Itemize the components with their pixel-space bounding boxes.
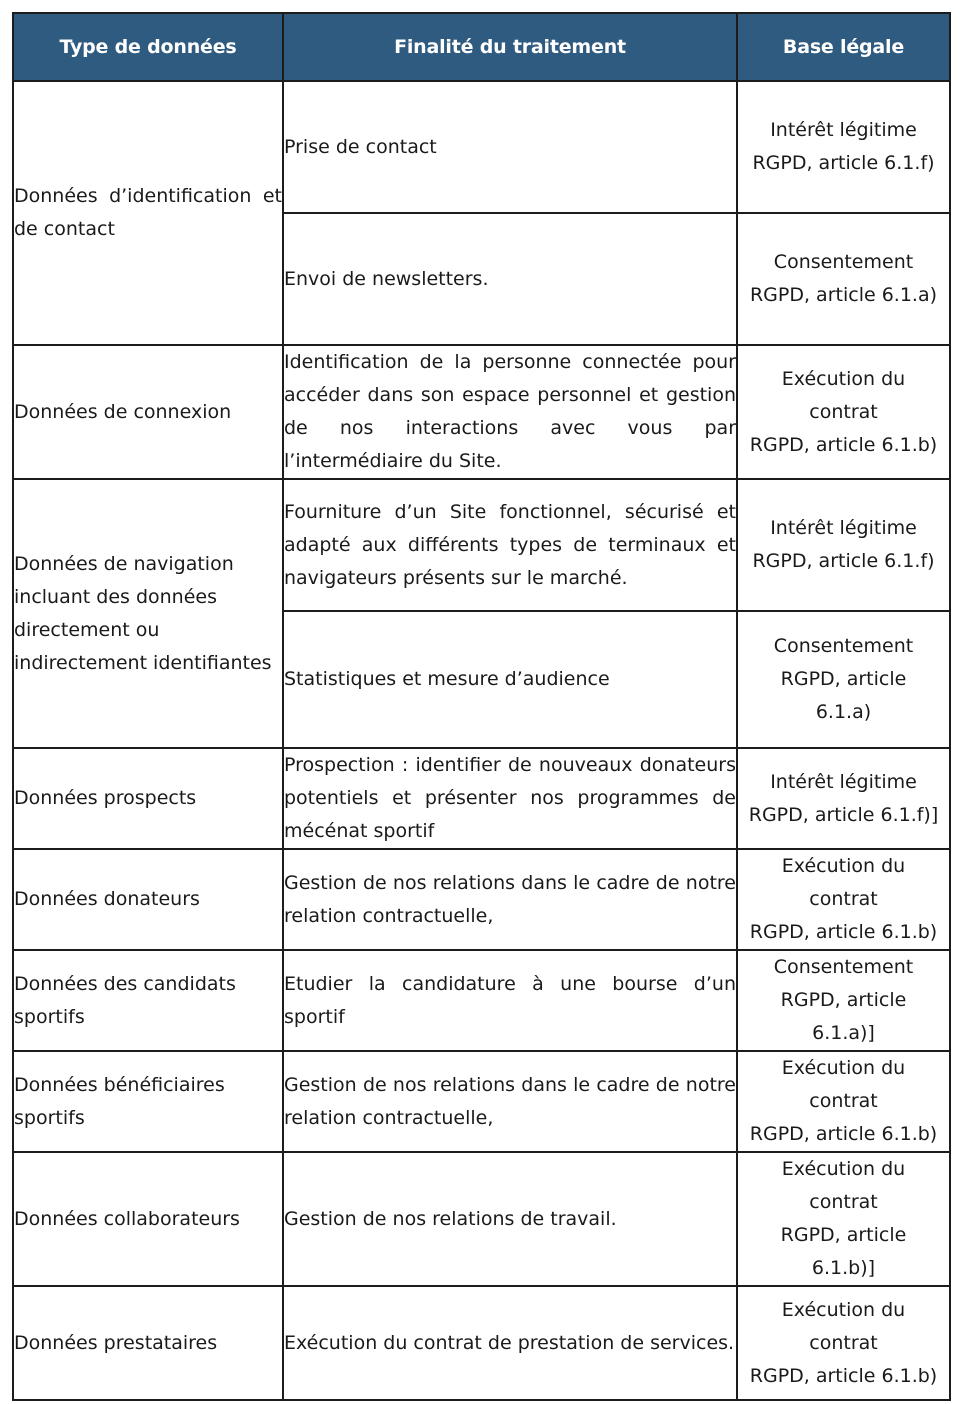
basis-line: RGPD, article 6.1.b) (749, 921, 938, 943)
basis-line: contrat (809, 1090, 878, 1112)
type-text: Données d’identification et de contact (14, 185, 282, 240)
basis-line: RGPD, article 6.1.a) (749, 284, 938, 306)
table-row (13, 345, 950, 479)
type-cell: Données collaborateurs (13, 1152, 283, 1286)
type-cell: Données des candidats sportifs (13, 950, 283, 1051)
basis-line: Exécution du (781, 855, 906, 877)
header-basis: Base légale (737, 13, 950, 81)
header-type: Type de données (13, 13, 283, 81)
table-row (13, 1051, 950, 1152)
basis-cell (737, 345, 950, 479)
purpose-cell: Gestion de nos relations dans le cadre de notre relation contractuelle, (283, 849, 737, 950)
table-row (13, 1286, 950, 1400)
purpose-cell: Prospection : identifier de nouveaux donateurs potentiels et présenter nos programmes de mécénat sportif (283, 748, 737, 849)
basis-line: 6.1.a)] (812, 1022, 875, 1044)
basis-line: RGPD, article 6.1.f) (752, 550, 935, 572)
type-cell: Données prospects (13, 748, 283, 849)
basis-line: Intérêt légitime (770, 517, 917, 539)
basis-cell (737, 849, 950, 950)
basis-line: RGPD, article 6.1.b) (749, 433, 938, 456)
basis-cell (737, 479, 950, 611)
basis-cell (737, 1051, 950, 1152)
type-cell: Données de navigation incluant des données directement ou indirectement identifiantes (13, 479, 283, 748)
header-purpose: Finalité du traitement (283, 13, 737, 81)
purpose-cell: Gestion de nos relations de travail. (283, 1152, 737, 1286)
basis-line: RGPD, article (780, 668, 907, 690)
purpose-cell: Prise de contact (283, 81, 737, 213)
type-cell: Données donateurs (13, 849, 283, 950)
type-cell: Données bénéficiaires sportifs (13, 1051, 283, 1152)
basis-cell (737, 1152, 950, 1286)
purpose-cell: Statistiques et mesure d’audience (283, 611, 737, 748)
table-row (13, 81, 950, 213)
basis-line: Exécution du (781, 1158, 906, 1180)
table-row (13, 748, 950, 849)
basis-line: 6.1.a) (815, 701, 872, 723)
table-header-row (13, 13, 950, 81)
type-cell: Données prestataires (13, 1286, 283, 1400)
purpose-cell: Fourniture d’un Site fonctionnel, sécurisé et adapté aux différents types de terminaux et navigateurs présents sur le marché. (283, 479, 737, 611)
type-cell: Données de connexion (13, 345, 283, 479)
basis-line: Exécution du (781, 1057, 906, 1079)
basis-cell (737, 950, 950, 1051)
table-row (13, 479, 950, 611)
table-row (13, 950, 950, 1051)
table-row (13, 849, 950, 950)
basis-line: Intérêt légitime (770, 119, 917, 141)
purpose-cell: Envoi de newsletters. (283, 213, 737, 345)
basis-line: RGPD, article 6.1.b) (749, 1123, 938, 1145)
basis-cell (737, 611, 950, 748)
basis-cell (737, 748, 950, 849)
basis-line: contrat (809, 1191, 878, 1213)
basis-line: Consentement (773, 635, 914, 657)
purpose-cell: Exécution du contrat de prestation de services. (283, 1286, 737, 1400)
basis-line: Consentement (773, 251, 914, 273)
basis-cell (737, 81, 950, 213)
basis-line: RGPD, article 6.1.b) (749, 1364, 938, 1387)
basis-line: Intérêt légitime (770, 770, 917, 793)
table-row (13, 1152, 950, 1286)
basis-line: Exécution du (781, 367, 906, 390)
basis-line: RGPD, article (780, 1224, 907, 1246)
basis-line: Consentement (773, 956, 914, 978)
basis-line: RGPD, article 6.1.f) (752, 152, 935, 174)
basis-cell (737, 1286, 950, 1400)
purpose-cell: Identification de la personne connectée pour accéder dans son espace personnel et gestion de nos interactions avec vous par l’intermédiaire du Site. (283, 345, 737, 479)
basis-line: RGPD, article (780, 989, 907, 1011)
purpose-cell: Gestion de nos relations dans le cadre de notre relation contractuelle, (283, 1051, 737, 1152)
legal-basis-table (12, 12, 951, 1401)
basis-line: 6.1.b)] (811, 1257, 876, 1279)
basis-line: contrat (809, 1331, 878, 1354)
type-cell (13, 81, 283, 345)
basis-line: Exécution du (781, 1298, 906, 1321)
basis-line: contrat (809, 888, 878, 910)
basis-line: RGPD, article 6.1.f)] (748, 803, 939, 826)
basis-line: contrat (809, 400, 878, 423)
basis-cell (737, 213, 950, 345)
purpose-cell: Etudier la candidature à une bourse d’un sportif (283, 950, 737, 1051)
